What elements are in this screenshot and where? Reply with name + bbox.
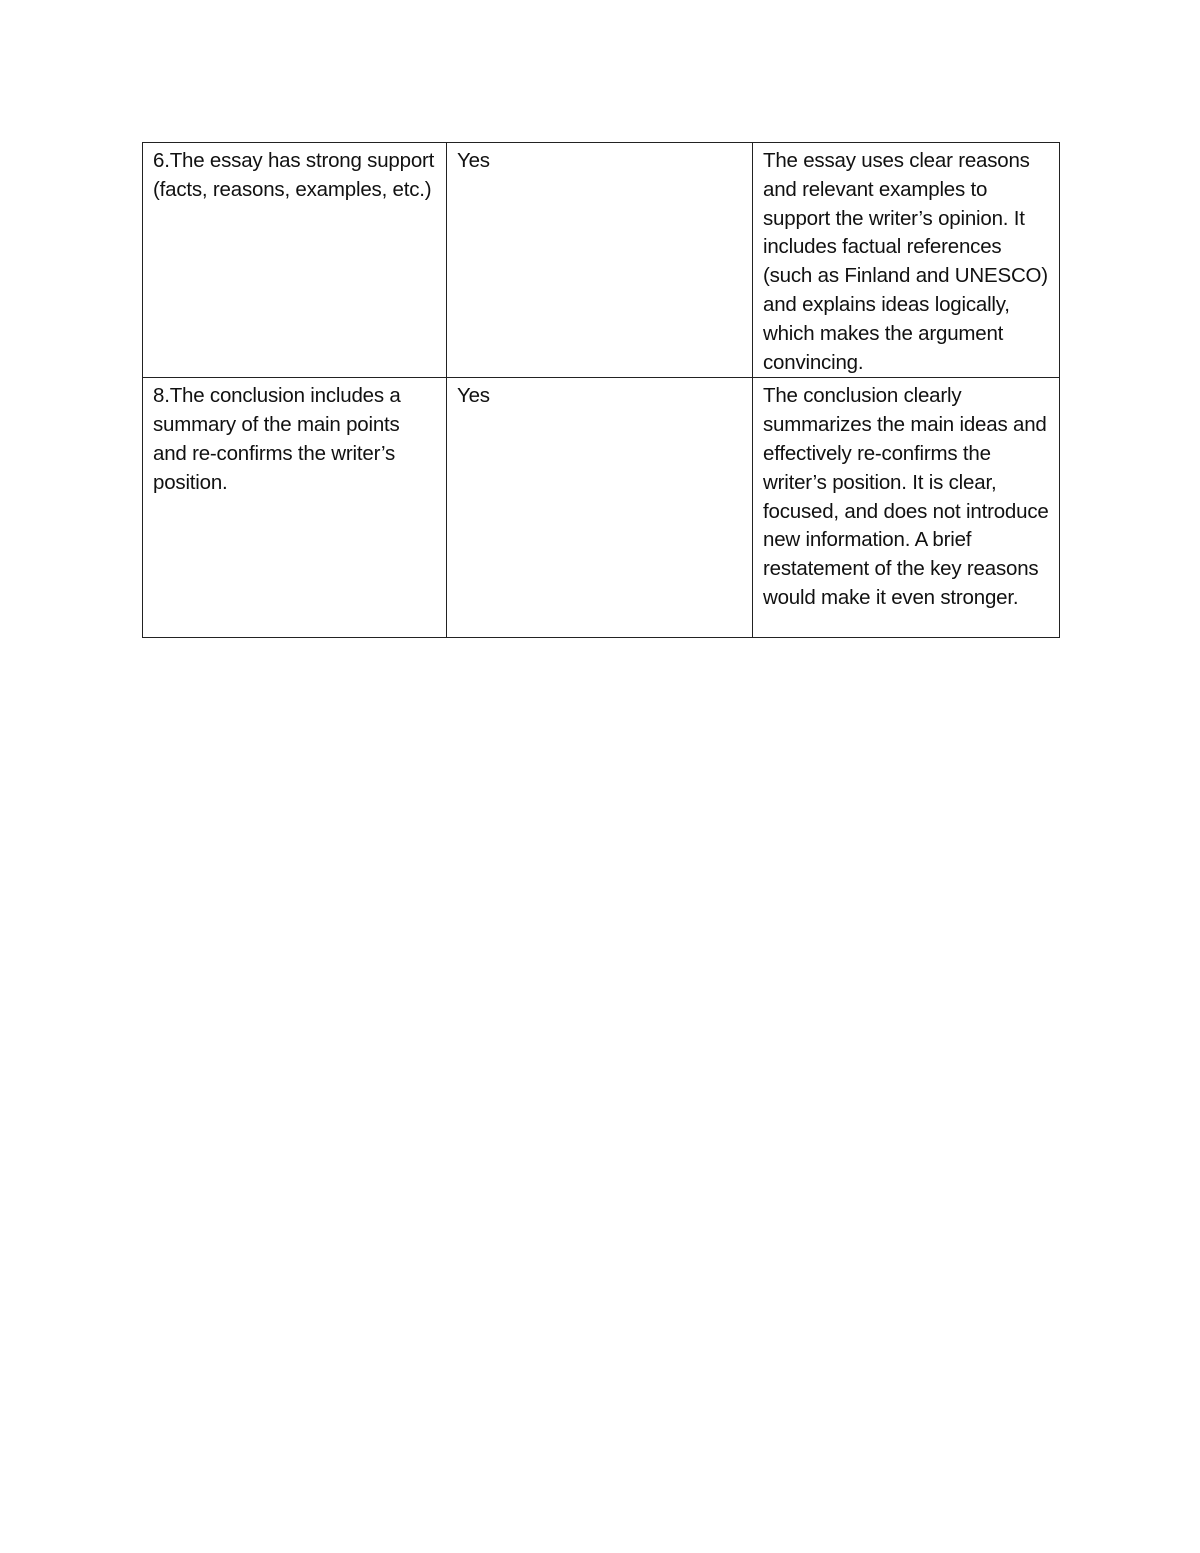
rubric-table	[142, 142, 1060, 638]
comment-cell: The conclusion clearly summarizes the main ideas and effectively re-confirms the writer’s position. It is clear, focused, and does not introduce new information. A brief restatement of the key reasons would make it even stronger.	[753, 378, 1060, 638]
answer-cell: Yes	[447, 143, 753, 378]
comment-cell: The essay uses clear reasons and relevant examples to support the writer’s opinion. It includes factual references (such as Finland and UNESCO) and explains ideas logically, which makes the argument convincing.	[753, 143, 1060, 378]
table-row	[143, 143, 1060, 378]
criterion-cell: 6.The essay has strong support (facts, reasons, examples, etc.)	[143, 143, 447, 378]
criterion-cell: 8.The conclusion includes a summary of the main points and re-confirms the writer’s position.	[143, 378, 447, 638]
table-row	[143, 378, 1060, 638]
answer-cell: Yes	[447, 378, 753, 638]
